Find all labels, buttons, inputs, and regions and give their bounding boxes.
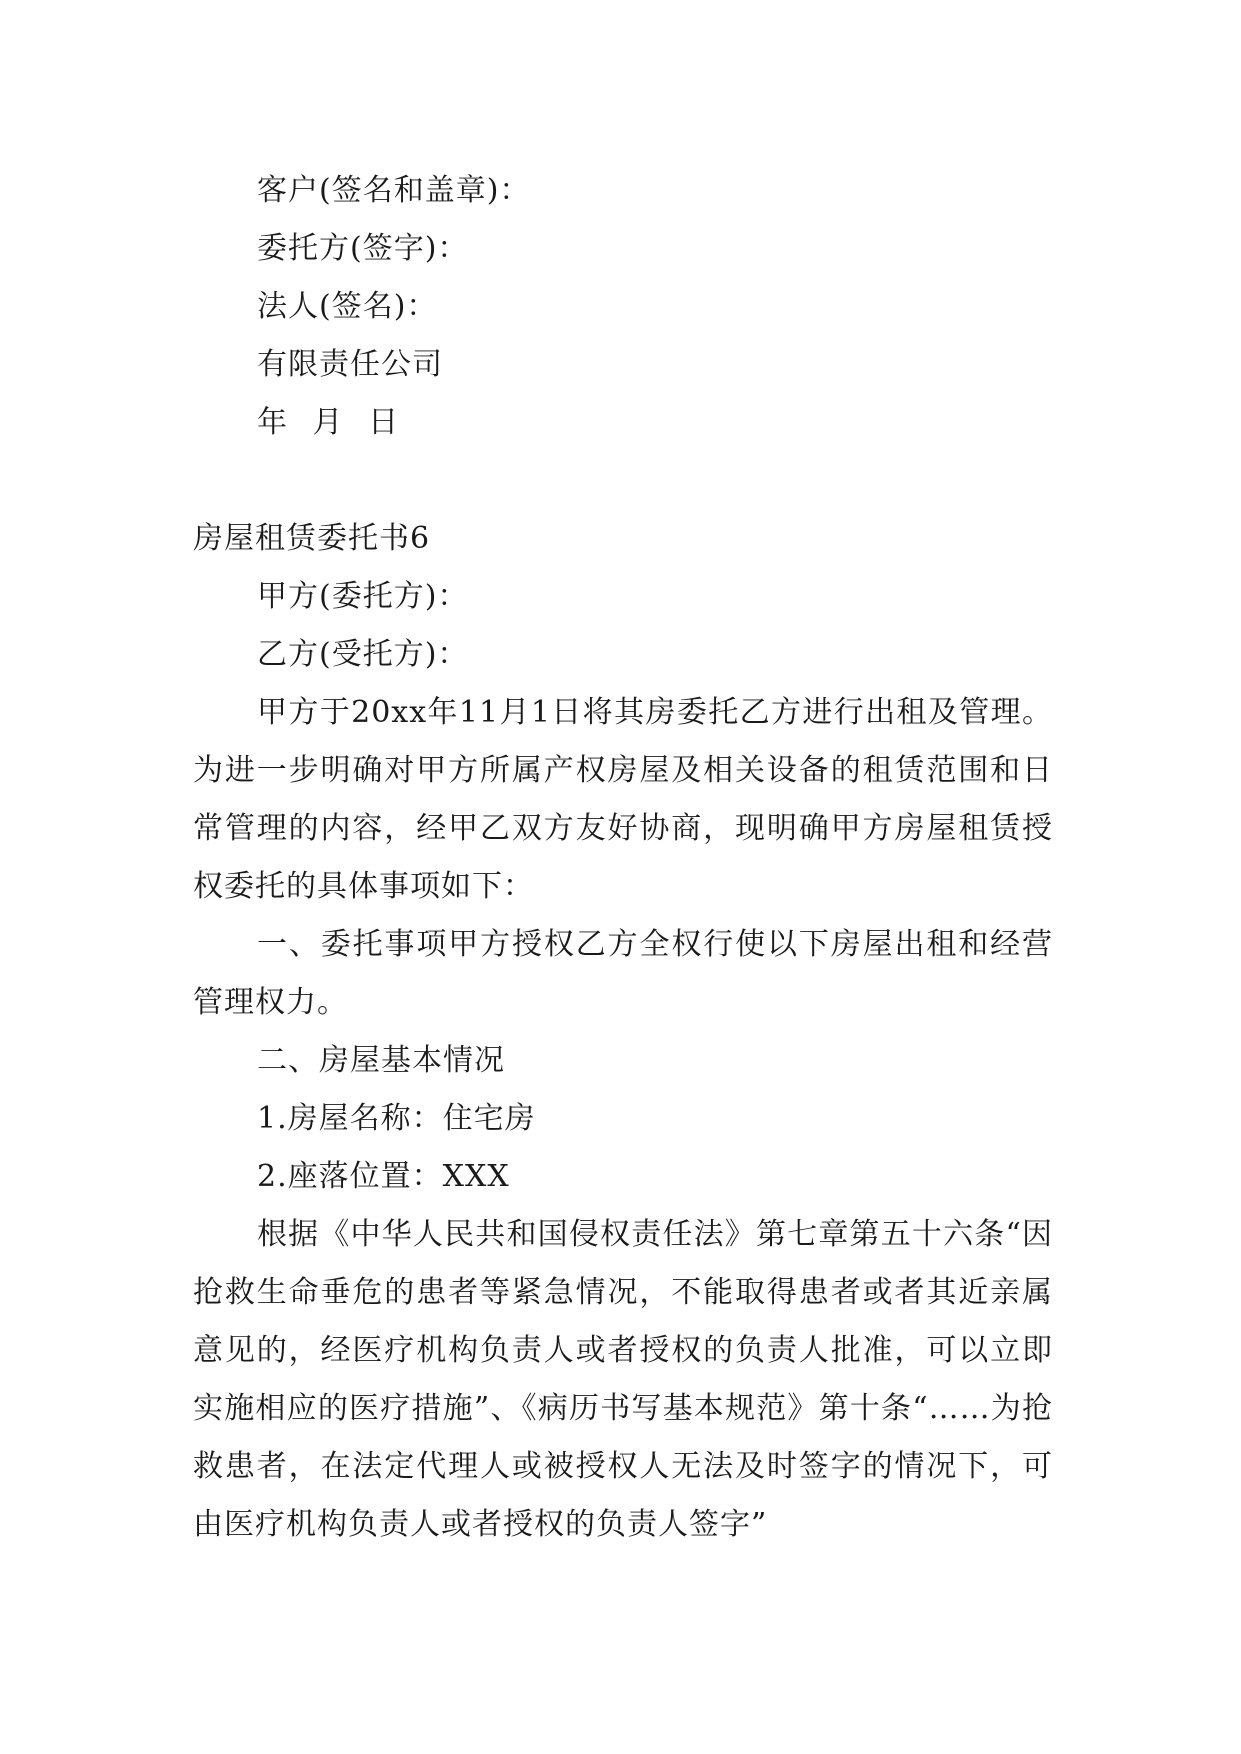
party-a-line: 甲方(委托方)： xyxy=(257,579,469,614)
location-line: 2.座落位置：XXX xyxy=(257,1159,510,1194)
signature-block xyxy=(193,162,1053,452)
section-spacer xyxy=(193,452,1053,510)
legal-person-signature-line: 法人(签名)： xyxy=(257,289,438,324)
client-signature-line: 委托方(签字)： xyxy=(257,231,469,266)
document-body xyxy=(193,162,1053,1554)
section-title: 房屋租赁委托书6 xyxy=(193,521,431,556)
legal-basis-paragraph: 根据《中华人民共和国侵权责任法》第七章第五十六条“因抢救生命垂危的患者等紧急情况，不能取得患者或者其近亲属意见的，经医疗机构负责人或者授权的负责人批准，可以立即实施相应的医疗措施”、《病历书写基本规范》第十条“……为抢救患者，在法定代理人或被授权人无法及时签字的情况下，可由医疗机构负责人或者授权的负责人签字” xyxy=(193,1217,1053,1542)
entrustment-section xyxy=(193,510,1053,1554)
item-one-paragraph: 一、委托事项甲方授权乙方全权行使以下房屋出租和经营管理权力。 xyxy=(193,927,1053,1020)
intro-paragraph: 甲方于20xx年11月1日将其房委托乙方进行出租及管理。为进一步明确对甲方所属产权房屋及相关设备的租赁范围和日常管理的内容，经甲乙双方友好协商，现明确甲方房屋租赁授权委托的具体事项如下： xyxy=(193,695,1053,904)
party-b-line: 乙方(受托方)： xyxy=(257,637,469,672)
date-line: 年 月 日 xyxy=(257,405,400,440)
house-name-line: 1.房屋名称：住宅房 xyxy=(257,1101,536,1136)
company-name: 有限责任公司 xyxy=(257,347,443,382)
customer-signature-line: 客户(签名和盖章)： xyxy=(257,173,531,208)
item-two-heading: 二、房屋基本情况 xyxy=(257,1043,505,1078)
